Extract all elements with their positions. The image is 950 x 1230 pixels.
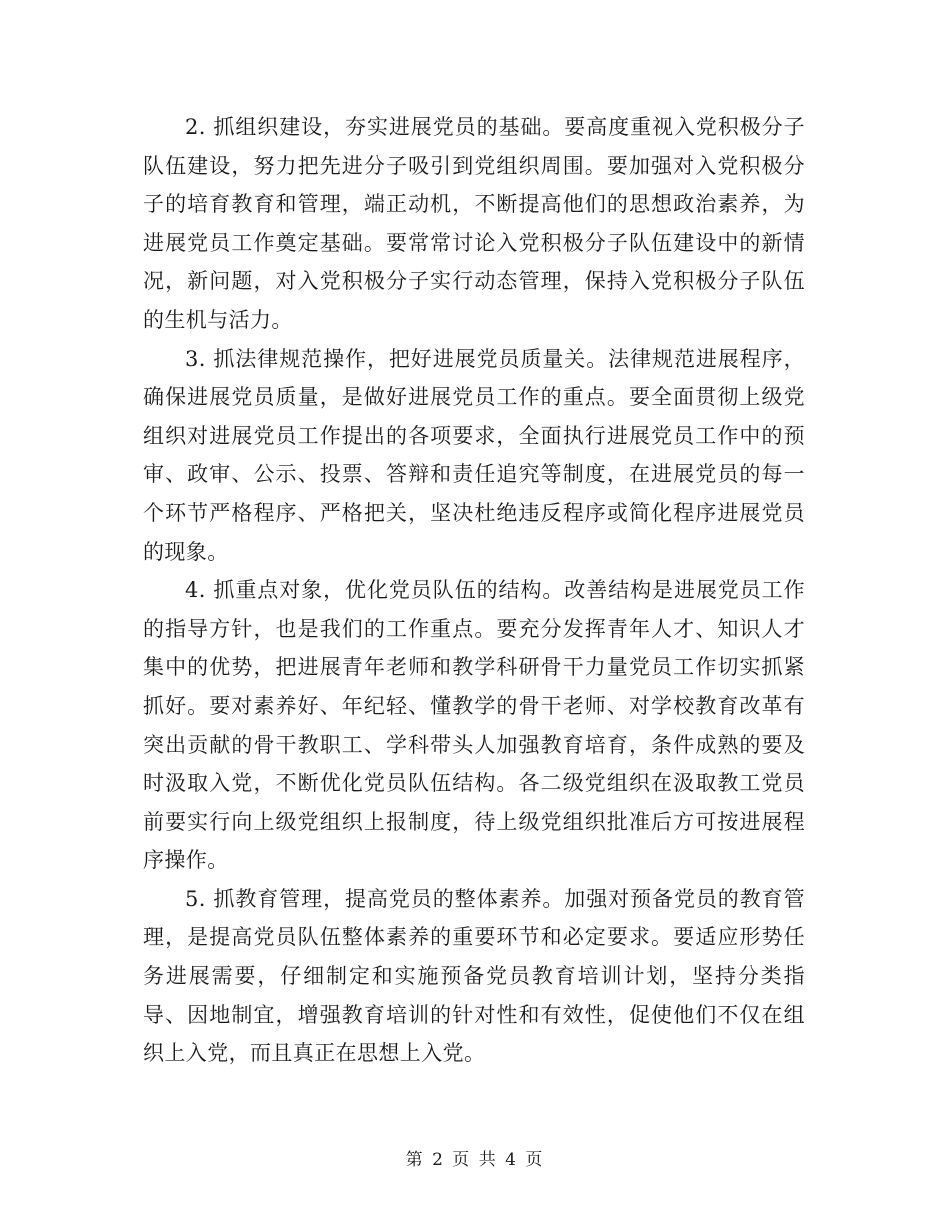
document-body	[143, 108, 805, 1073]
paragraph-education-management: 5. 抓教育管理，提高党员的整体素养。加强对预备党员的教育管理，是提高党员队伍整体素养的重要环节和必定要求。要适应形势任务进展需要，仔细制定和实施预备党员教育培训计划，坚持分类指导、因地制宜，增强教育培训的针对性和有效性，促使他们不仅在组织上入党，而且真正在思想上入党。	[143, 886, 805, 1066]
paragraph-key-targets: 4. 抓重点对象，优化党员队伍的结构。改善结构是进展党员工作的指导方针，也是我们的工作重点。要充分发挥青年人才、知识人才集中的优势，把进展青年老师和教学科研骨干力量党员工作切实抓紧抓好。要对素养好、年纪轻、懂教学的骨干老师、对学校教育改革有突出贡献的骨干教职工、学科带头人加强教育培育，条件成熟的要及时汲取入党，不断优化党员队伍结构。各二级党组织在汲取教工党员前要实行向上级党组织上报制度，待上级党组织批准后方可按进展程序操作。	[143, 578, 805, 873]
paragraph-organization-building: 2. 抓组织建设，夯实进展党员的基础。要高度重视入党积极分子队伍建设，努力把先进分子吸引到党组织周围。要加强对入党积极分子的培育教育和管理，端正动机，不断提高他们的思想政治素养，为进展党员工作奠定基础。要常常讨论入党积极分子队伍建设中的新情况，新问题，对入党积极分子实行动态管理，保持入党积极分子队伍的生机与活力。	[143, 115, 805, 332]
page-number-footer: 第 2 页 共 4 页	[405, 1150, 545, 1170]
paragraph-standard-operation: 3. 抓法律规范操作，把好进展党员质量关。法律规范进展程序，确保进展党员质量，是做好进展党员工作的重点。要全面贯彻上级党组织对进展党员工作提出的各项要求，全面执行进展党员工作中的预审、政审、公示、投票、答辩和责任追究等制度，在进展党员的每一个环节严格程序、严格把关，坚决杜绝违反程序或简化程序进展党员的现象。	[143, 346, 805, 564]
